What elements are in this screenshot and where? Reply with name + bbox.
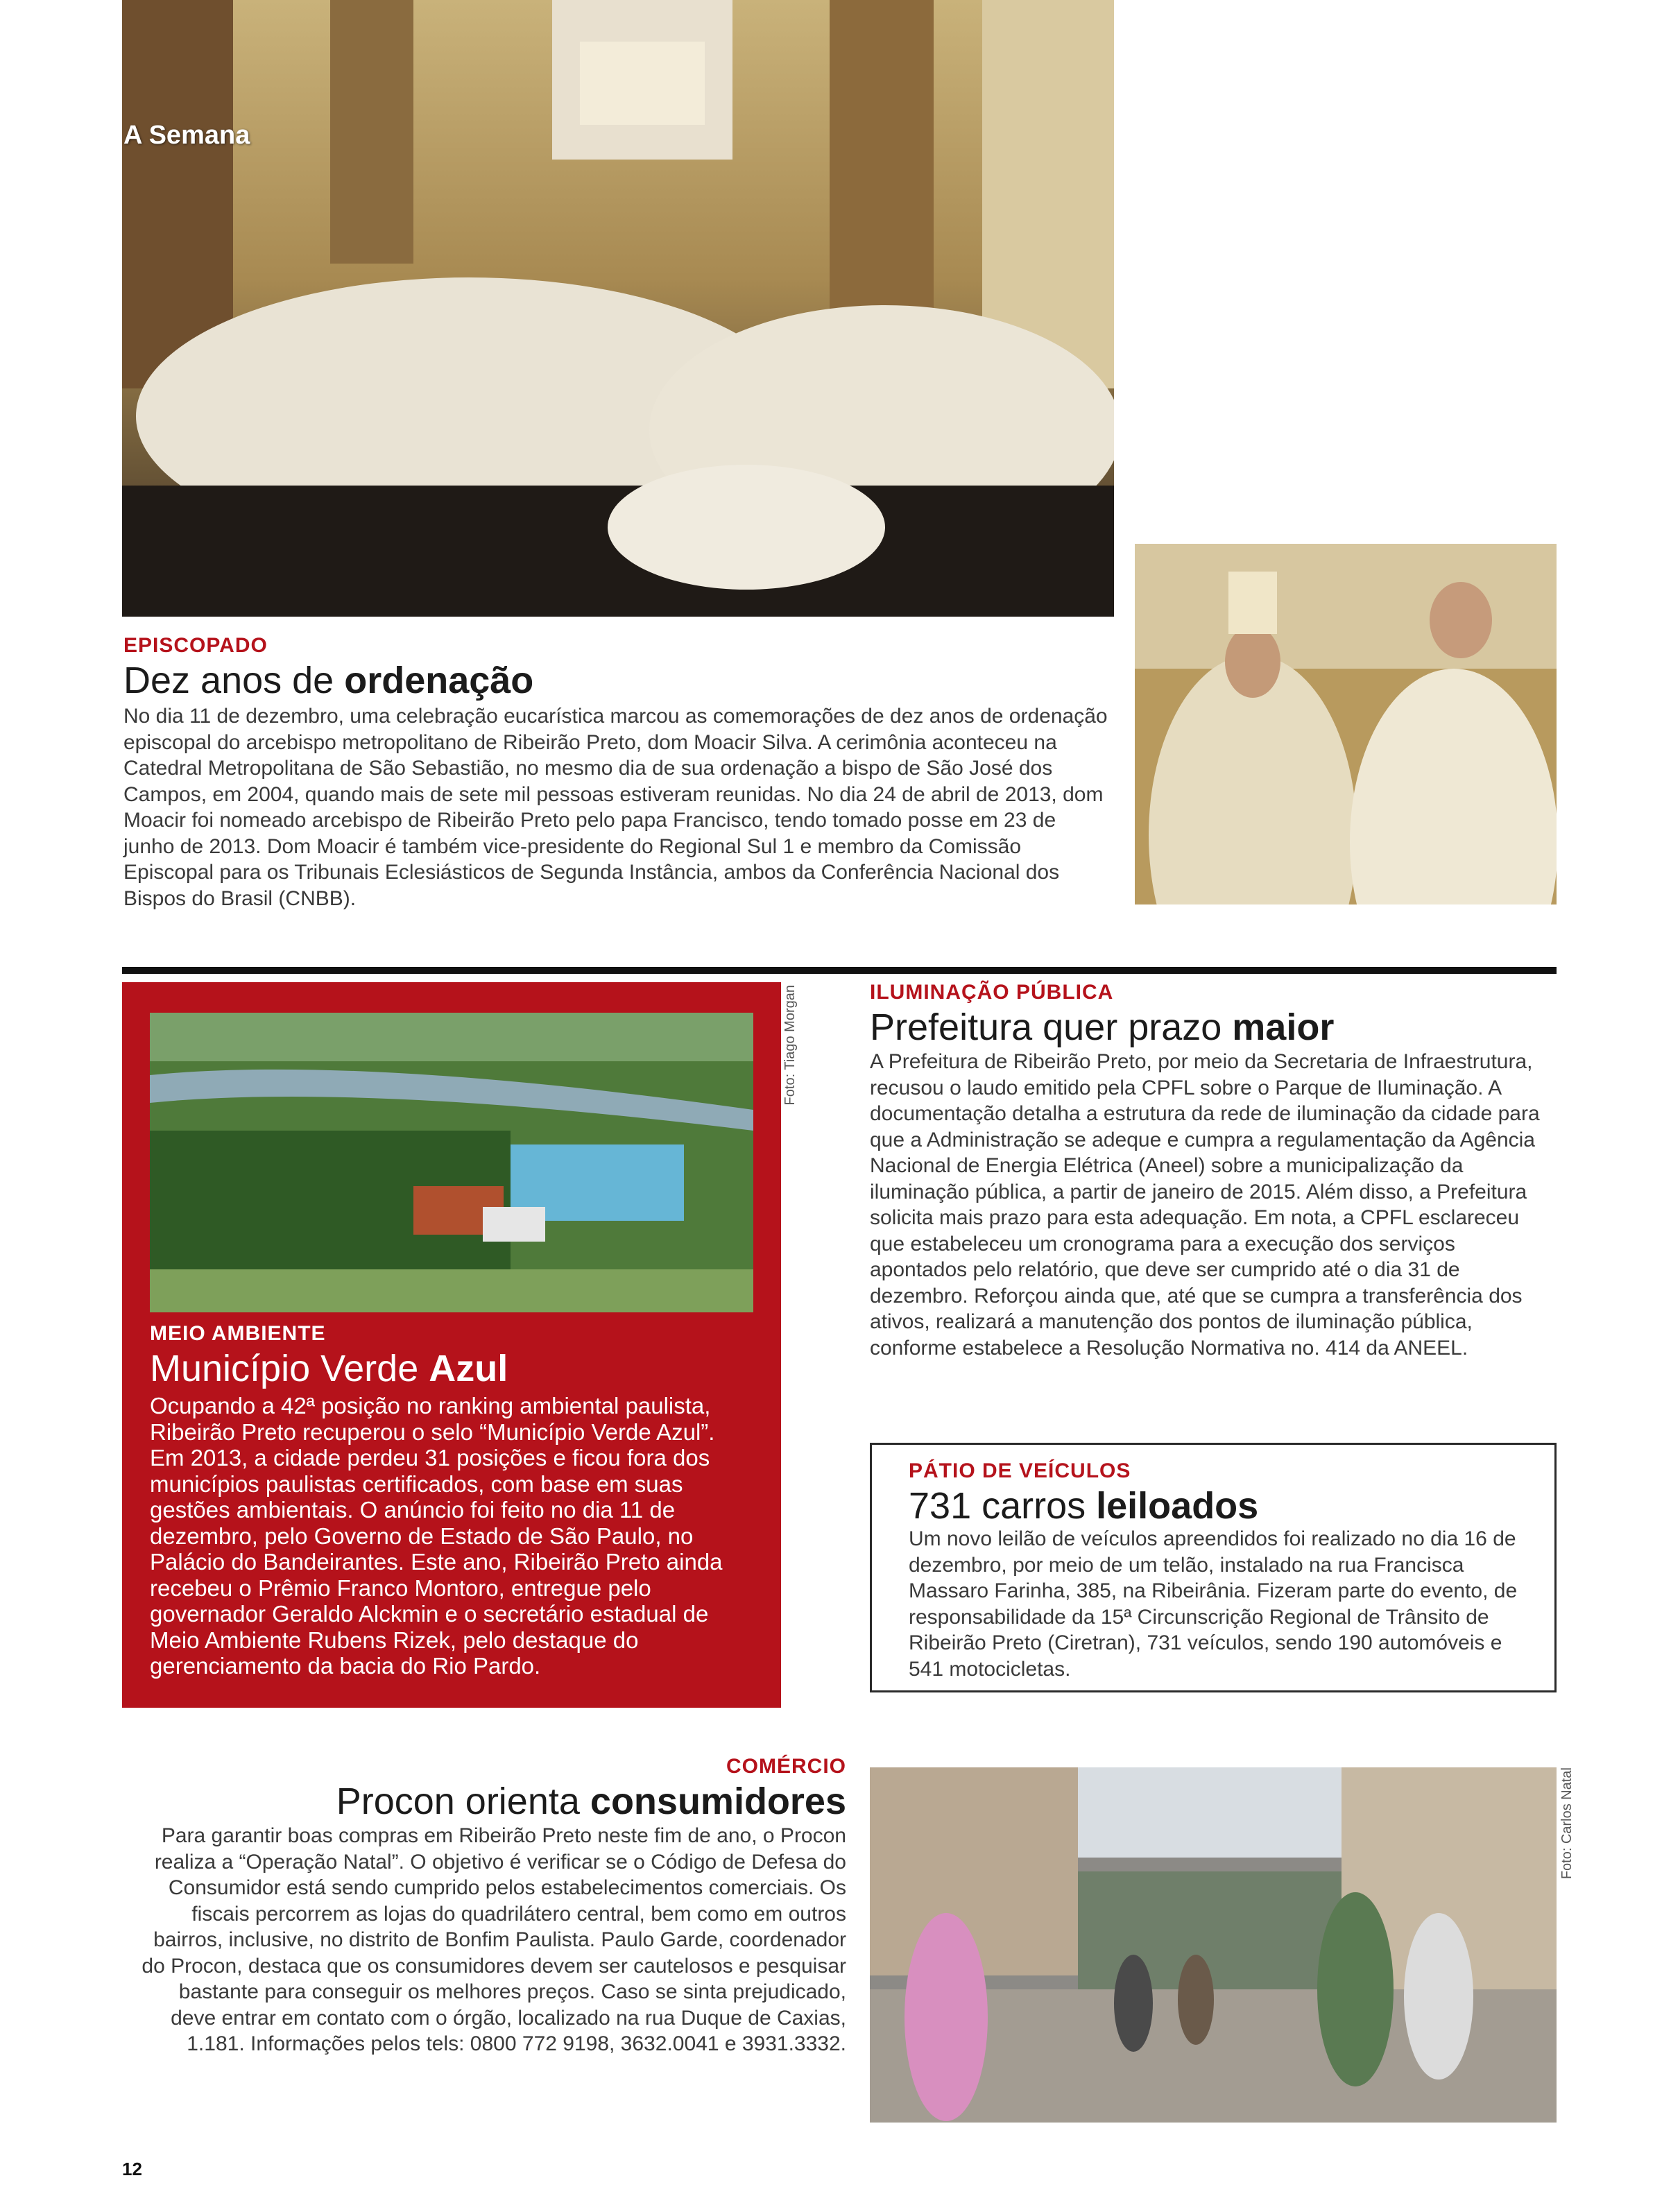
street-shoppers-photo (870, 1767, 1557, 2123)
park-aerial-photo (150, 1013, 753, 1312)
meio-ambiente-label: MEIO AMBIENTE (150, 1322, 326, 1345)
section-header: A Semana (123, 121, 250, 150)
episcopado-body: No dia 11 de dezembro, uma celebração eucarística marcou as comemorações de dez anos de ordenação episcopal do arcebispo metropolitano de Ribeirão Preto, dom Moacir Silva. A cerimônia aconteceu na Catedral Metropolitana de São Sebastião, no mesmo dia de sua ordenação a bispo de São José dos Campos, em 2004, quando mais de sete mil pessoas estiveram reunidas. No dia 24 de abril de 2013, dom Moacir foi nomeado arcebispo de Ribeirão Preto pelo papa Francisco, tendo tomado posse em 23 de junho de 2013. Dom Moacir é também vice-presidente do Regional Sul 1 e membro da Comissão Episcopal para os Tribunais Eclesiásticos de Segunda Instância, ambos da Conferência Nacional dos Bispos do Brasil (CNBB). (123, 705, 1108, 910)
page-number: 12 (122, 2159, 142, 2179)
park-photo-credit: Foto: Tiago Morgan (782, 985, 798, 1106)
meio-ambiente-headline: Município Verde Azul (150, 1348, 508, 1389)
patio-headline: 731 carros leiloados (909, 1485, 1259, 1527)
section-divider (122, 967, 1557, 974)
episcopado-label: EPISCOPADO (123, 634, 268, 657)
patio-label: PÁTIO DE VEÍCULOS (909, 1459, 1131, 1482)
comercio-body: Para garantir boas compras em Ribeirão Preto neste fim de ano, o Procon realiza a “Operação Natal”. O objetivo é verificar se o Código de Defesa do Consumidor está sendo cumprido pelos estabelecimentos comerciais. Os fiscais percorrem as lojas do quadrilátero central, bem como em outros bairros, inclusive, no distrito de Bonfim Paulista. Paulo Garde, coordenador do Procon, destaca que os consumidores devem ser cautelosos e pesquisar bastante para conseguir os melhores preços. Caso se sinta prejudicado, deve entrar em contato com o órgão, localizado na rua Duque de Caxias, 1.181. Informações pelos tels: 0800 772 9198, 3632.0041 e 3931.3332. (142, 1824, 846, 2055)
iluminacao-body: A Prefeitura de Ribeirão Preto, por meio da Secretaria de Infraestrutura, recusou o laudo emitido pela CPFL sobre o Parque de Iluminação. A documentação detalha a estrutura da rede de iluminação da cidade para que a Administração se adeque e cumpra a regulamentação da Agência Nacional de Energia Elétrica (Aneel) sobre a municipalização da iluminação pública, a partir de janeiro de 2015. Além disso, a Prefeitura solicita mais prazo para esta adequação. Em nota, a CPFL esclareceu que estabeleceu um cronograma para a execução dos serviços apontados pelo relatório, que deve ser cumprido até o dia 31 de dezembro. Reforçou ainda que, até que se cumpra a transferência dos ativos, realizará a manutenção dos pontos de iluminação pública, conforme estabelece a Resolução Normativa no. 414 da ANEEL. (870, 1050, 1540, 1360)
iluminacao-headline: Prefeitura quer prazo maior (870, 1006, 1335, 1048)
episcopado-headline: Dez anos de ordenação (123, 660, 534, 701)
street-photo-credit: Foto: Carlos Natal (1559, 1767, 1575, 1880)
comercio-label: COMÉRCIO (726, 1755, 846, 1778)
iluminacao-label: ILUMINAÇÃO PÚBLICA (870, 981, 1114, 1004)
bishops-photo (1135, 544, 1557, 904)
comercio-headline: Procon orienta consumidores (336, 1781, 846, 1822)
meio-ambiente-body: Ocupando a 42ª posição no ranking ambiental paulista, Ribeirão Preto recuperou o selo “Município Verde Azul”. Em 2013, a cidade perdeu 31 posições e ficou fora dos municípios paulistas certificados, com base em suas gestões ambientais. O anúncio foi feito no dia 11 de dezembro, pelo Governo de Estado de São Paulo, no Palácio do Bandeirantes. Este ano, Ribeirão Preto ainda recebeu o Prêmio Franco Montoro, entregue pelo governador Geraldo Alckmin e o secretário estadual de Meio Ambiente Rubens Rizek, pelo destaque do gerenciamento da bacia do Rio Pardo. (150, 1393, 723, 1679)
cathedral-ceremony-photo (122, 0, 1114, 617)
patio-body: Um novo leilão de veículos apreendidos foi realizado no dia 16 de dezembro, por meio de um telão, instalado na rua Francisca Massaro Farinha, 385, na Ribeirânia. Fizeram parte do evento, de responsabilidade da 15ª Circunscrição Regional de Trânsito de Ribeirão Preto (Ciretran), 731 veículos, sendo 190 automóveis e 541 motocicletas. (909, 1527, 1518, 1681)
